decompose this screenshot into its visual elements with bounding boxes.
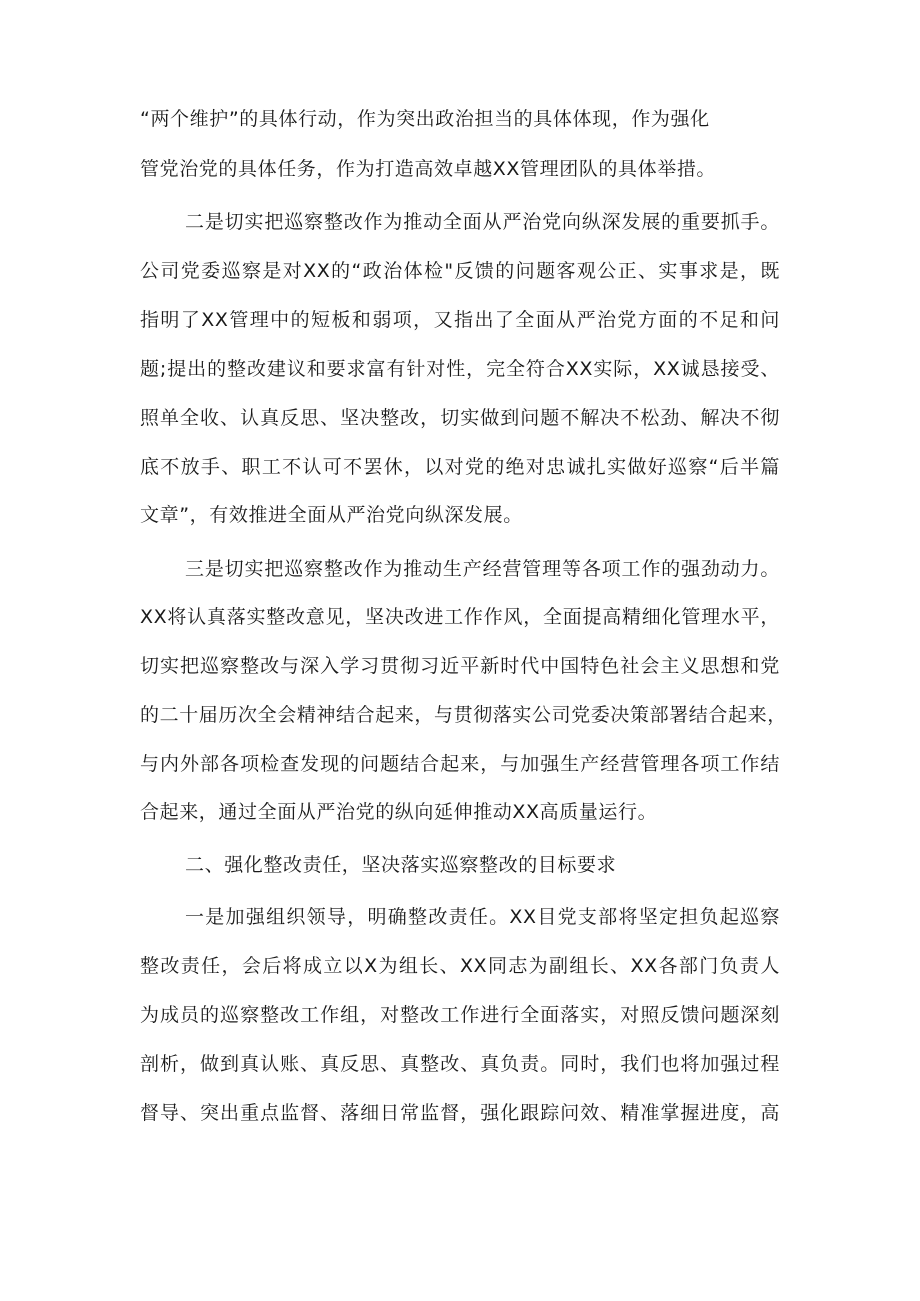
paragraph-line: 合起来，通过全面从严治党的纵向延伸推动XX高质量运行。 bbox=[140, 801, 658, 823]
paragraph-line: XX将认真落实整改意见，坚决改进工作作风，全面提高精细化管理水平， bbox=[140, 606, 780, 628]
paragraph-line: 的二十届历次全会精神结合起来，与贯彻落实公司党委决策部署结合起来， bbox=[140, 704, 787, 726]
paragraph-line: 题;提出的整改建议和要求富有针对性，完全符合XX实际，XX诚恳接受、 bbox=[140, 358, 780, 380]
section-heading: 二、强化整改责任，坚决落实巡察整改的目标要求 bbox=[185, 854, 617, 876]
paragraph-line: “两个维护”的具体行动，作为突出政治担当的具体体现，作为强化 bbox=[140, 108, 710, 130]
paragraph-line: 公司党委巡察是对XX的“政治体检"反馈的问题客观公正、实事求是，既 bbox=[140, 260, 780, 282]
paragraph-line: 督导、突出重点监督、落细日常监督，强化跟踪问效、精准掌握进度，高 bbox=[140, 1102, 780, 1124]
paragraph-line: 切实把巡察整改与深入学习贯彻习近平新时代中国特色社会主义思想和党 bbox=[140, 655, 780, 677]
paragraph-line: 文章”，有效推进全面从严治党向纵深发展。 bbox=[140, 504, 523, 526]
paragraph-line: 与内外部各项检查发现的问题结合起来，与加强生产经营管理各项工作结 bbox=[140, 753, 780, 775]
paragraph-line: 一是加强组织领导，明确整改责任。XX目党支部将坚定担负起巡察 bbox=[185, 906, 780, 928]
paragraph-line: 照单全收、认真反思、坚决整改，切实做到问题不解决不松劲、解决不彻 bbox=[140, 407, 780, 429]
paragraph-line: 为成员的巡察整改工作组，对整改工作进行全面落实，对照反馈问题深刻 bbox=[140, 1004, 780, 1026]
paragraph-line: 管党治党的具体任务，作为打造高效卓越XX管理团队的具体举措。 bbox=[140, 158, 717, 180]
paragraph-line: 底不放手、职工不认可不罢休，以对党的绝对忠诚扎实做好巡察“后半篇 bbox=[140, 456, 780, 478]
paragraph-line: 二是切实把巡察整改作为推动全面从严治党向纵深发展的重要抓手。 bbox=[185, 211, 780, 233]
paragraph-line: 剖析，做到真认账、真反思、真整改、真负责。同时，我们也将加强过程 bbox=[140, 1053, 780, 1075]
paragraph-line: 整改责任，会后将成立以X为组长、XX同志为副组长、XX各部门负责人 bbox=[140, 955, 780, 977]
paragraph-line: 指明了XX管理中的短板和弱项，又指出了全面从严治党方面的不足和问 bbox=[140, 309, 780, 331]
paragraph-line: 三是切实把巡察整改作为推动生产经营管理等各项工作的强劲动力。 bbox=[185, 558, 780, 580]
